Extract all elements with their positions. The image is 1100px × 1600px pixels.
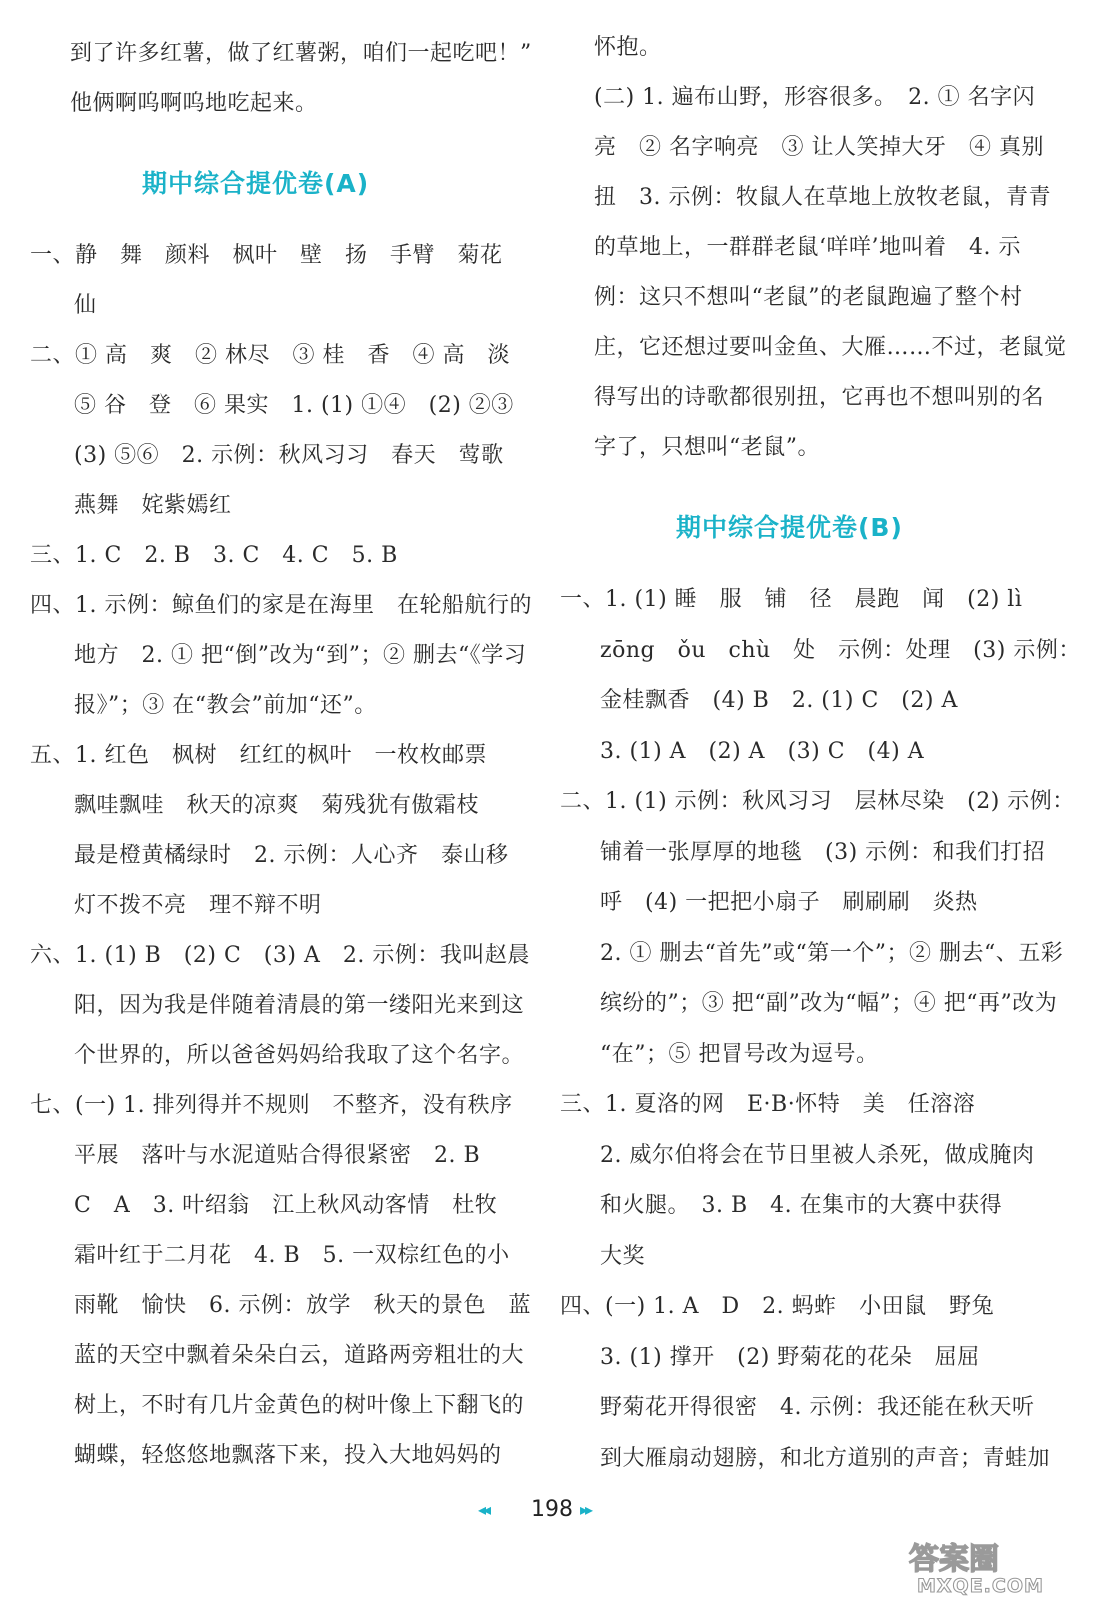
answer-line: 二、1. (1) 示例：秋风习习 层林尽染 (2) 示例： — [560, 789, 1075, 814]
text-line: 庄，它还想过要叫金鱼、大雁……不过，老鼠觉 — [594, 335, 1067, 360]
answer-line: 缤纷的”；③ 把“副”改为“幅”；④ 把“再”改为 — [600, 991, 1058, 1016]
answer-line: 燕舞 姹紫嫣红 — [74, 493, 232, 518]
answer-line: 和火腿。 3. B 4. 在集市的大赛中获得 — [600, 1193, 1003, 1218]
text-line: 字了，只想叫“老鼠”。 — [594, 435, 820, 460]
text-line: 到了许多红薯，做了红薯粥，咱们一起吃吧！” — [70, 41, 532, 66]
answer-line: 平展 落叶与水泥道贴合得很紧密 2. B — [74, 1143, 481, 1168]
answer-line: 铺着一张厚厚的地毯 (3) 示例：和我们打招 — [600, 839, 1046, 865]
answer-line: 大奖 — [600, 1243, 646, 1269]
answer-line: 雨靴 愉快 6. 示例：放学 秋天的景色 蓝 — [74, 1293, 531, 1318]
text-line: (二) 1. 遍布山野，形容很多。 2. ① 名字闪 — [594, 85, 1036, 110]
section-title-a: 期中综合提优卷(A) — [142, 169, 370, 198]
answer-line: 三、1. C 2. B 3. C 4. C 5. B — [30, 543, 398, 568]
answer-line: 到大雁扇动翅膀，和北方道别的声音；青蛙加 — [600, 1445, 1051, 1471]
answer-line: 金桂飘香 (4) B 2. (1) C (2) A — [600, 688, 958, 713]
answer-line: 五、1. 红色 枫树 红红的枫叶 一枚枚邮票 — [30, 743, 487, 768]
answer-line: 2. 威尔伯将会在节日里被人杀死，做成腌肉 — [600, 1142, 1035, 1168]
answer-line: 一、静 舞 颜料 枫叶 壁 扬 手臂 菊花 — [30, 243, 503, 268]
watermark-logo — [903, 1535, 1093, 1597]
text-line: 的草地上，一群群老鼠‘咩咩’地叫着 4. 示 — [594, 235, 1021, 260]
next-arrows-icon: ▸▸ — [580, 1500, 591, 1519]
answer-line: 四、1. 示例：鲸鱼们的家是在海里 在轮船航行的 — [30, 593, 532, 618]
answer-line: 仙 — [74, 293, 97, 318]
answer-line: 3. (1) 撑开 (2) 野菊花的花朵 屈屈 — [600, 1344, 980, 1370]
answer-line: 野菊花开得很密 4. 示例：我还能在秋天听 — [600, 1395, 1035, 1420]
page-footer — [0, 1492, 1100, 1528]
answer-line: 最是橙黄橘绿时 2. 示例：人心齐 泰山移 — [74, 843, 509, 868]
text-line: 扭 3. 示例：牧鼠人在草地上放牧老鼠，青青 — [594, 185, 1051, 210]
answer-line: 四、(一) 1. A D 2. 蚂蚱 小田鼠 野兔 — [560, 1294, 995, 1319]
text-line: 亮 ② 名字响亮 ③ 让人笑掉大牙 ④ 真别 — [594, 135, 1044, 160]
page-number: 198 — [531, 1497, 573, 1522]
answer-line: C A 3. 叶绍翁 江上秋风动客情 杜牧 — [74, 1193, 498, 1218]
section-title-b: 期中综合提优卷(B) — [676, 513, 903, 542]
answer-line: 蝴蝶，轻悠悠地飘落下来，投入大地妈妈的 — [74, 1443, 502, 1468]
text-line: 他俩啊呜啊呜地吃起来。 — [70, 91, 318, 116]
answer-line: 阳，因为我是伴随着清晨的第一缕阳光来到这 — [74, 993, 525, 1018]
answer-line: 呼 (4) 一把把小扇子 刷刷刷 炎热 — [600, 890, 978, 915]
prev-arrows-icon: ◂◂ — [478, 1500, 489, 1519]
answer-line: 飘哇飘哇 秋天的凉爽 菊残犹有傲霜枝 — [74, 793, 480, 818]
answer-line: 六、1. (1) B (2) C (3) A 2. 示例：我叫赵晨 — [30, 943, 530, 968]
answer-line: 二、① 高 爽 ② 林尽 ③ 桂 香 ④ 高 淡 — [30, 343, 510, 368]
answer-line: “在”；⑤ 把冒号改为逗号。 — [600, 1041, 879, 1067]
answer-line: 灯不拨不亮 理不辩不明 — [74, 893, 322, 918]
answer-line: 2. ① 删去“首先”或“第一个”；② 删去“、五彩 — [600, 940, 1064, 966]
answer-line: 地方 2. ① 把“倒”改为“到”；② 删去“《学习 — [74, 643, 527, 668]
answer-line: (3) ⑤⑥ 2. 示例：秋风习习 春天 莺歌 — [74, 443, 504, 468]
text-line: 例：这只不想叫“老鼠”的老鼠跑遍了整个村 — [594, 285, 1023, 310]
answer-line: 3. (1) A (2) A (3) C (4) A — [600, 738, 925, 764]
answer-line: 一、1. (1) 睡 服 铺 径 晨跑 闻 (2) lì — [560, 587, 1023, 612]
text-line: 怀抱。 — [594, 35, 662, 60]
answer-line: 霜叶红于二月花 4. B 5. 一双棕红色的小 — [74, 1243, 510, 1268]
answer-line: 个世界的，所以爸爸妈妈给我取了这个名字。 — [74, 1043, 525, 1068]
answer-line: 报》”；③ 在“教会”前加“还”。 — [74, 693, 377, 718]
watermark-main-text: 答案圈 — [909, 1542, 999, 1577]
watermark-domain-text: MXQE.COM — [917, 1575, 1044, 1597]
answer-line: ⑤ 谷 登 ⑥ 果实 1. (1) ①④ (2) ②③ — [74, 393, 514, 418]
answer-line: 树上，不时有几片金黄色的树叶像上下翻飞的 — [74, 1393, 525, 1418]
answer-line: 七、(一) 1. 排列得并不规则 不整齐，没有秩序 — [30, 1093, 513, 1118]
answer-line: 三、1. 夏洛的网 E·B·怀特 美 任溶溶 — [560, 1092, 976, 1117]
answer-line: 蓝的天空中飘着朵朵白云，道路两旁粗壮的大 — [74, 1343, 525, 1368]
answer-line: zōng ǒu chù 处 示例：处理 (3) 示例： — [600, 637, 1081, 663]
text-line: 得写出的诗歌都很别扭，它再也不想叫别的名 — [594, 385, 1045, 410]
